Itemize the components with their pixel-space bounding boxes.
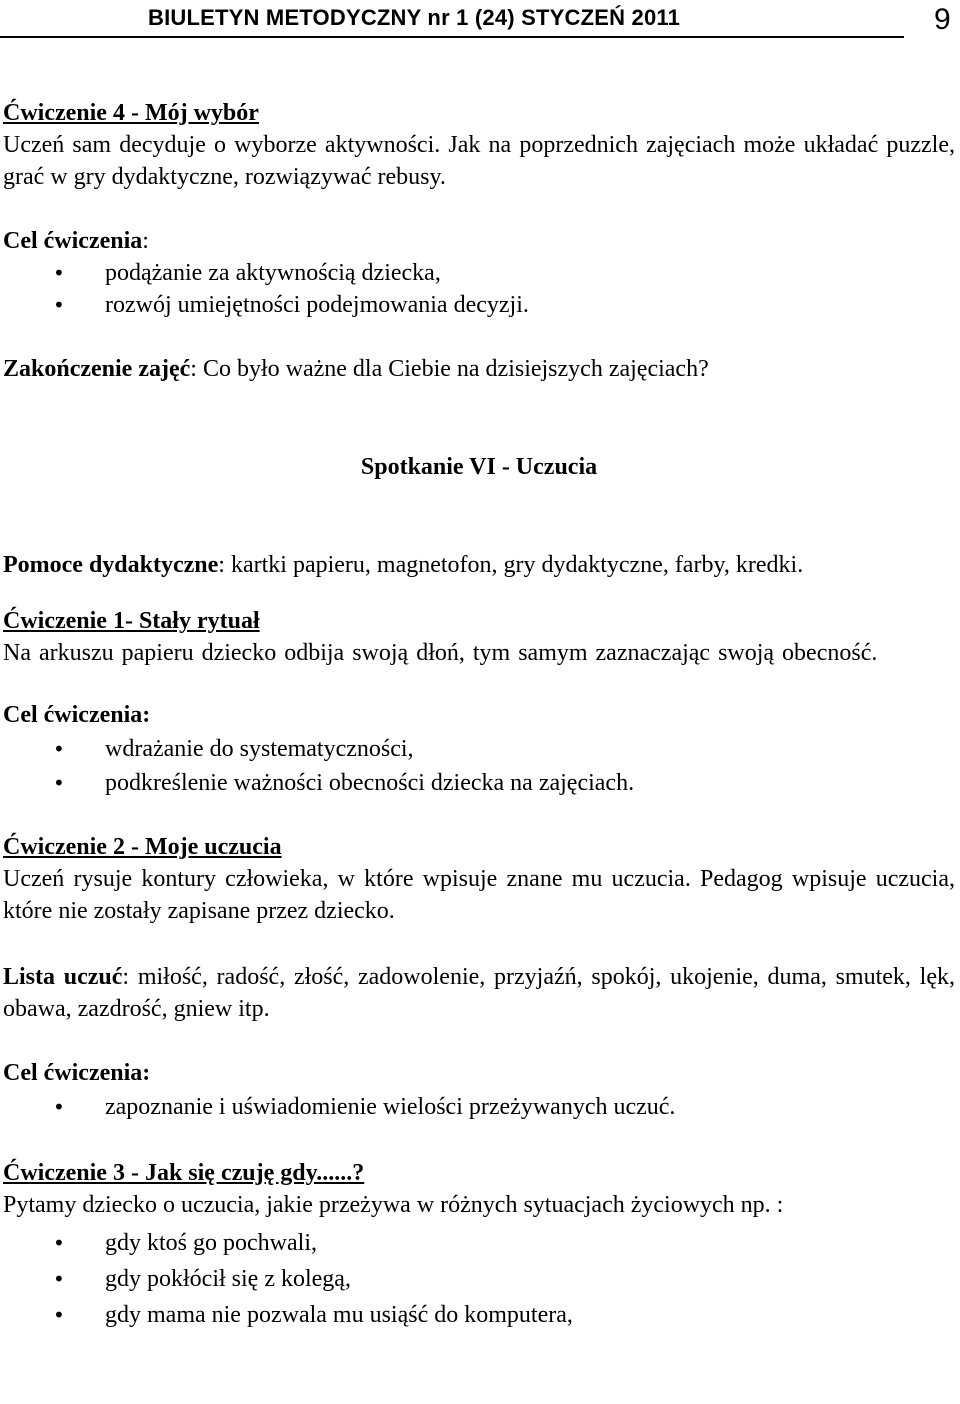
feelings-list-label: Lista uczuć xyxy=(3,964,123,990)
exercise-4-title: Ćwiczenie 4 - Mój wybór xyxy=(3,100,259,126)
bullet-icon: • xyxy=(53,293,65,317)
exercise-4-goal-heading: Cel ćwiczenia: xyxy=(3,228,149,254)
bullet-icon: • xyxy=(53,1303,65,1327)
bulletin-title: BIULETYN METODYCZNY nr 1 (24) STYCZEŃ 2011 xyxy=(148,5,681,30)
exercise-4-description: Uczeń sam decyduje o wyborze aktywności. Jak na poprzednich zajęciach może układać puzzle, grać w gry dydaktyczne, rozwiązywać rebusy. xyxy=(3,132,955,190)
bullet-icon: • xyxy=(53,737,65,761)
exercise-1-goals xyxy=(3,733,955,799)
bullet-icon: • xyxy=(53,771,65,795)
list-item: • podążanie za aktywnością dziecka, xyxy=(3,257,955,289)
bullet-icon: • xyxy=(53,261,65,285)
bullet-icon: • xyxy=(53,1231,65,1255)
header-divider xyxy=(0,36,904,38)
exercise-4-goals xyxy=(3,257,955,321)
exercise-1-title: Ćwiczenie 1- Stały rytuał xyxy=(3,608,260,634)
list-item: • rozwój umiejętności podejmowania decyzji. xyxy=(3,289,955,321)
bullet-icon: • xyxy=(53,1095,65,1119)
goal-label: Cel ćwiczenia xyxy=(3,228,143,254)
list-item: • wdrażanie do systematyczności, xyxy=(3,733,955,765)
exercise-1-description: Na arkuszu papieru dziecko odbija swoją dłoń, tym samym zaznaczając swoją obecność. xyxy=(3,640,878,666)
list-item: • zapoznanie i uświadomienie wielości przeżywanych uczuć. xyxy=(3,1091,955,1123)
exercise-3-title: Ćwiczenie 3 - Jak się czuję gdy......? xyxy=(3,1160,365,1186)
meeting-title: Spotkanie VI - Uczucia xyxy=(360,454,598,480)
exercise-3-situations xyxy=(3,1225,955,1333)
page-number: 9 xyxy=(934,3,951,36)
exercise-2-goal-heading: Cel ćwiczenia: xyxy=(3,1060,151,1086)
exercise-3-description: Pytamy dziecko o uczucia, jakie przeżywa w różnych sytuacjach życiowych np. : xyxy=(3,1192,784,1218)
page-header xyxy=(0,0,960,40)
bullet-icon: • xyxy=(53,1267,65,1291)
teaching-aids-label: Pomoce dydaktyczne xyxy=(3,552,219,578)
exercise-2-description: Uczeń rysuje kontury człowieka, w które wpisuje znane mu uczucia. Pedagog wpisuje uczucia, które nie zostały zapisane przez dziecko. xyxy=(3,866,955,924)
ending-label: Zakończenie zajęć xyxy=(3,356,191,382)
document-body xyxy=(3,97,955,1333)
list-item: • gdy ktoś go pochwali, xyxy=(3,1225,955,1261)
list-item: • podkreślenie ważności obecności dziecka na zajęciach. xyxy=(3,767,955,799)
feelings-list: Lista uczuć: miłość, radość, złość, zadowolenie, przyjaźń, spokój, ukojenie, duma, smutek, lęk, obawa, zazdrość, gniew itp. xyxy=(3,964,955,1022)
exercise-2-goals xyxy=(3,1091,955,1123)
exercise-1-goal-heading: Cel ćwiczenia: xyxy=(3,702,151,728)
list-item: • gdy mama nie pozwala mu usiąść do komputera, xyxy=(3,1297,955,1333)
list-item: • gdy pokłócił się z kolegą, xyxy=(3,1261,955,1297)
teaching-aids: Pomoce dydaktyczne: kartki papieru, magnetofon, gry dydaktyczne, farby, kredki. xyxy=(3,552,804,578)
exercise-2-title: Ćwiczenie 2 - Moje uczucia xyxy=(3,834,282,860)
session-ending: Zakończenie zajęć: Co było ważne dla Ciebie na dzisiejszych zajęciach? xyxy=(3,356,709,382)
